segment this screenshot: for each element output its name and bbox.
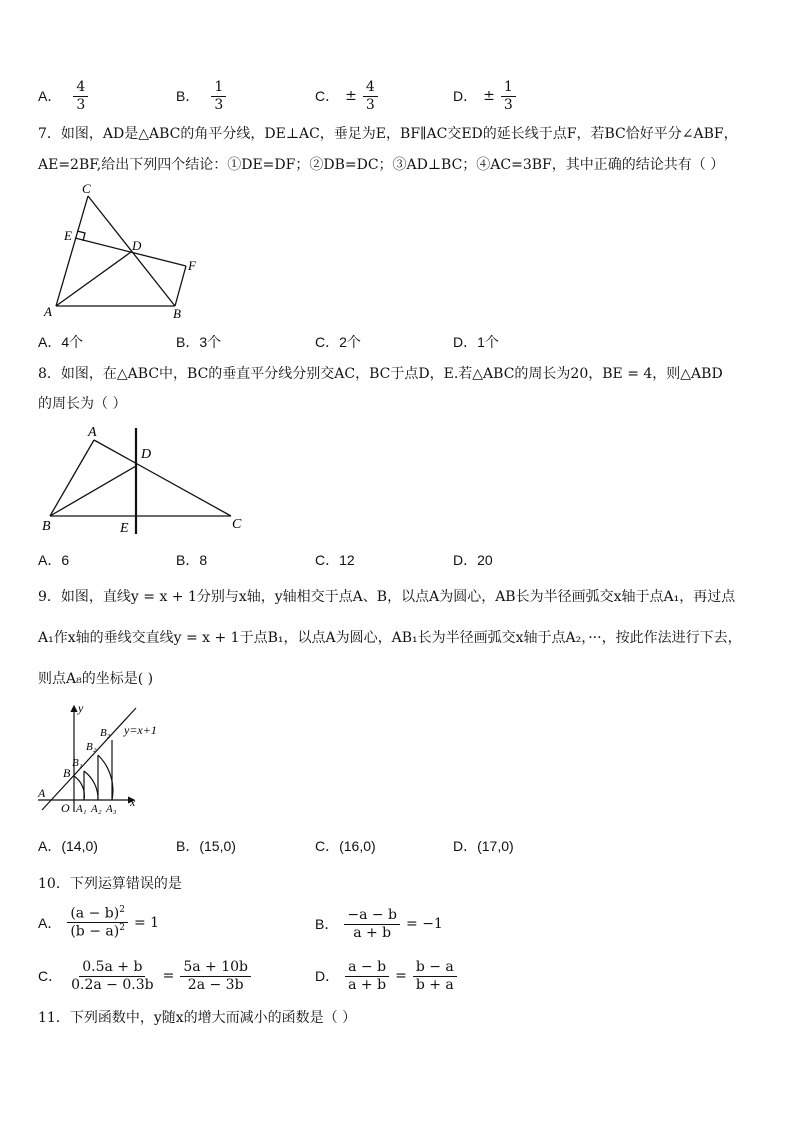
numerator: a − b (345, 960, 389, 977)
fraction (211, 80, 226, 112)
option-letter: C． (315, 88, 340, 105)
q9-option-a: A．(14,0) (38, 838, 98, 854)
label-d: D (132, 238, 142, 253)
q8-figure (38, 422, 258, 540)
label-b3: B₃ (100, 727, 111, 739)
segment-bf (175, 266, 186, 306)
denominator: 3 (214, 96, 224, 113)
q6-option-b (176, 80, 226, 112)
segment-ab (50, 440, 94, 516)
q8-stem-line1: 8．如图，在△ABC中，BC的垂直平分线分别交AC，BC于点D，E.若△ABC的周长为20，BE = 4，则△ABD (38, 366, 723, 382)
arc-3 (98, 755, 113, 800)
equals-sign: = (395, 968, 407, 985)
label-c: C (232, 517, 242, 532)
q11-title: 11．下列函数中，y随x的增大而减小的函数是（ ） (38, 1010, 357, 1026)
label-b: B (42, 519, 51, 534)
fraction (501, 80, 516, 112)
q9-option-c: C．(16,0) (315, 838, 376, 854)
fraction (344, 908, 400, 940)
option-letter: B． (315, 916, 339, 933)
numerator: −a − b (344, 908, 400, 925)
q6-option-a (38, 80, 88, 112)
segment-ac (56, 196, 88, 306)
option-letter: D． (315, 968, 340, 985)
denominator: 0.2a − 0.3b (71, 976, 154, 993)
q8-option-d: D．20 (453, 552, 493, 568)
option-letter: A． (38, 88, 62, 105)
q10-option-c (38, 960, 251, 992)
q7-option-a: A．4个 (38, 334, 84, 350)
label-a: A (44, 304, 52, 319)
numerator: 4 (363, 80, 378, 97)
option-letter: C． (38, 968, 63, 985)
label-e: E (120, 521, 129, 536)
label-a: A (88, 425, 97, 440)
q7-option-d: D．1个 (453, 334, 499, 350)
q7-option-c: C．2个 (315, 334, 361, 350)
line-y-x-plus-1 (42, 708, 136, 810)
arc-2 (84, 771, 98, 800)
q7-stem-line2: AE=2BF,给出下列四个结论：①DE=DF；②DB=DC；③AD⊥BC；④AC=3BF，其中正确的结论共有（ ） (38, 157, 725, 173)
segment-ad (56, 252, 131, 306)
label-a2: A₂ (91, 803, 102, 815)
numerator: 1 (211, 80, 226, 97)
denominator: 3 (76, 96, 86, 113)
label-b1: B₁ (72, 757, 83, 769)
label-y-axis: y (78, 701, 84, 715)
q6-option-d (453, 80, 516, 112)
option-sign: ± (345, 88, 357, 105)
label-b: B (63, 766, 71, 780)
denominator: b + a (415, 976, 454, 993)
q8-option-b: B．8 (176, 552, 208, 568)
q8-option-c: C．12 (315, 552, 355, 568)
fraction-left (345, 960, 389, 992)
label-a3: A₃ (106, 803, 117, 815)
segment-ef (75, 238, 186, 266)
q7-stem-line1: 7．如图，AD是△ABC的角平分线，DE⊥AC，垂足为E，BF∥AC交ED的延长线于点F，若BC恰好平分∠ABF， (38, 126, 738, 142)
denominator: $(b - a)^2$ (70, 923, 125, 940)
label-x-axis: x (130, 795, 136, 809)
option-letter: B． (176, 88, 200, 105)
label-f: F (188, 258, 196, 273)
fraction-left (68, 960, 156, 992)
arc-1 (74, 776, 84, 800)
fraction (363, 80, 378, 112)
q10-option-b (315, 908, 443, 940)
fraction-right (413, 960, 457, 992)
numerator: 5a + 10b (180, 960, 251, 977)
q9-option-d: D．(17,0) (453, 838, 514, 854)
fraction-right (180, 960, 251, 992)
denominator: a + b (353, 924, 392, 941)
rhs: = 1 (133, 914, 160, 931)
equals-sign: = (162, 968, 175, 985)
fraction (73, 80, 88, 112)
q9-stem-line2: A₁作x轴的垂线交直线y = x + 1于点B₁，以点A为圆心，AB₁长为半径画弧交x轴于点A₂，···，按此作法进行下去， (38, 630, 742, 646)
q9-stem-line3: 则点A₈的坐标是( ) (38, 671, 154, 687)
denominator: 3 (503, 96, 513, 113)
numerator: 1 (501, 80, 516, 97)
numerator: 0.5a + b (79, 960, 145, 977)
label-b2: B₂ (86, 741, 97, 753)
q9-figure (36, 700, 186, 815)
label-b: B (173, 306, 181, 321)
numerator: 4 (73, 80, 88, 97)
label-c: C (82, 181, 91, 196)
q8-option-a: A．6 (38, 552, 70, 568)
option-letter: A． (38, 914, 62, 931)
segment-bd (50, 466, 136, 516)
denominator: 2a − 3b (187, 976, 244, 993)
q8-stem-line2: 的周长为（ ） (38, 396, 127, 412)
label-a: A (38, 786, 46, 800)
denominator: a + b (348, 976, 387, 993)
label-d: D (141, 447, 152, 462)
q7-option-b: B．3个 (176, 334, 222, 350)
q10-title: 10．下列运算错误的是 (38, 876, 182, 892)
numerator: b − a (413, 960, 457, 977)
q9-stem-line1: 9．如图，直线y = x + 1分别与x轴，y轴相交于点A、B，以点A为圆心，AB长为半径画弧交x轴于点A₁，再过点 (38, 589, 736, 605)
label-a1: A₁ (76, 803, 87, 815)
label-e: E (64, 228, 72, 243)
option-sign: ± (483, 88, 495, 105)
q7-figure (38, 180, 218, 325)
rhs: = −1 (406, 916, 443, 933)
label-line-equation: y=x+1 (124, 723, 157, 737)
option-letter: D． (453, 88, 478, 105)
q9-option-b: B．(15,0) (176, 838, 236, 854)
fraction (67, 906, 128, 940)
denominator: 3 (365, 96, 375, 113)
q10-option-a (38, 906, 159, 940)
label-o: O (61, 801, 70, 815)
q10-option-d (315, 960, 457, 992)
numerator: $(a - b)^2$ (67, 906, 128, 923)
q6-option-c (315, 80, 378, 112)
